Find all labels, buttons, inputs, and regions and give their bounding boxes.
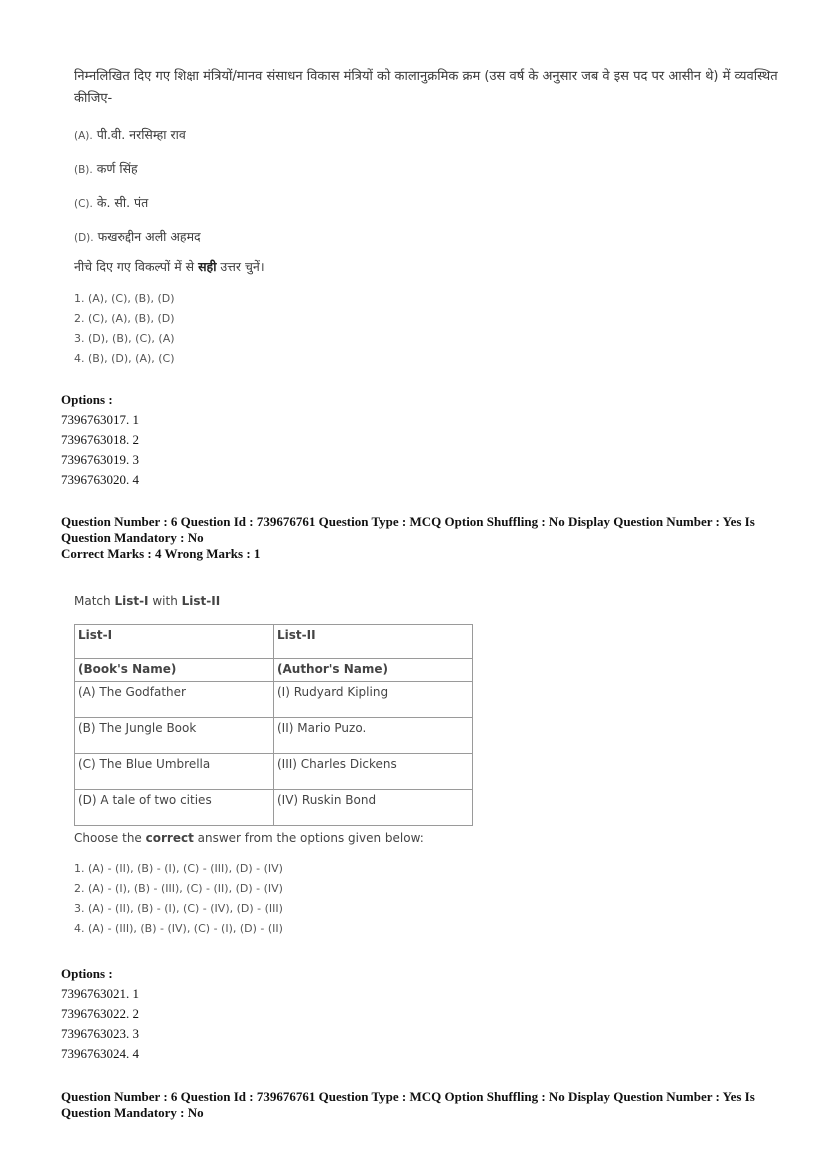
option-row: 7396763021. 1 bbox=[61, 986, 139, 1001]
options-heading: Options : bbox=[61, 392, 113, 407]
match-table bbox=[74, 624, 473, 826]
table-header-row bbox=[75, 625, 473, 659]
options-block-2 bbox=[61, 964, 139, 1064]
intro-emphasis: List-I bbox=[114, 594, 149, 608]
question-2-image bbox=[74, 594, 473, 939]
choice: 2. (C), (A), (B), (D) bbox=[74, 312, 175, 325]
choice: 3. (D), (B), (C), (A) bbox=[74, 332, 175, 345]
question-meta-line: Question Number : 6 Question Id : 739676761 Question Type : MCQ Option Shuffling : No Display Question Number : Yes Is Question Mandatory : No bbox=[61, 1089, 755, 1120]
table-row bbox=[75, 682, 473, 718]
question-2-choices bbox=[74, 859, 473, 939]
table-cell: (IV) Ruskin Bond bbox=[274, 790, 473, 826]
choice: 4. (A) - (III), (B) - (IV), (C) - (I), (D) - (II) bbox=[74, 922, 283, 935]
item-label: (D). bbox=[74, 232, 94, 244]
options-block-1 bbox=[61, 390, 139, 490]
choice: 1. (A) - (II), (B) - (I), (C) - (III), (D) - (IV) bbox=[74, 862, 283, 875]
table-header-cell: (Book's Name) bbox=[75, 659, 274, 682]
question-meta-1 bbox=[61, 514, 776, 562]
item-label: (B). bbox=[74, 164, 93, 176]
intro-text: Match bbox=[74, 594, 115, 608]
table-subheader-row bbox=[75, 659, 473, 682]
instruction-text: answer from the options given below: bbox=[193, 831, 424, 845]
table-row bbox=[75, 790, 473, 826]
option-row: 7396763024. 4 bbox=[61, 1046, 139, 1061]
item-text: पी.वी. नरसिम्हा राव bbox=[96, 127, 186, 142]
question-meta-line: Question Number : 6 Question Id : 739676761 Question Type : MCQ Option Shuffling : No Display Question Number : Yes Is Question Mandatory : No bbox=[61, 514, 755, 545]
choice: 3. (A) - (II), (B) - (I), (C) - (IV), (D) - (III) bbox=[74, 902, 283, 915]
option-row: 7396763017. 1 bbox=[61, 412, 139, 427]
option-row: 7396763020. 4 bbox=[61, 472, 139, 487]
question-1-stem: निम्नलिखित दिए गए शिक्षा मंत्रियों/मानव संसाधन विकास मंत्रियों को कालानुक्रमिक क्रम (उस वर्ष के अनुसार जब वे इस पद पर आसीन थे) में व्यवस्थित कीजिए- bbox=[74, 69, 778, 106]
table-cell: (III) Charles Dickens bbox=[274, 754, 473, 790]
item-text: के. सी. पंत bbox=[96, 195, 149, 210]
question-1-choices bbox=[74, 289, 784, 369]
option-row: 7396763022. 2 bbox=[61, 1006, 139, 1021]
question-2-instruction bbox=[74, 831, 473, 845]
table-cell: (C) The Blue Umbrella bbox=[75, 754, 274, 790]
question-1-item bbox=[74, 194, 784, 212]
question-meta-2 bbox=[61, 1089, 776, 1121]
instruction-text: उत्तर चुनें। bbox=[216, 259, 265, 274]
question-1-image bbox=[74, 66, 784, 369]
options-heading: Options : bbox=[61, 966, 113, 981]
table-row bbox=[75, 718, 473, 754]
table-cell: (II) Mario Puzo. bbox=[274, 718, 473, 754]
table-cell: (B) The Jungle Book bbox=[75, 718, 274, 754]
question-1-instruction bbox=[74, 258, 784, 275]
intro-text: with bbox=[148, 594, 182, 608]
table-row bbox=[75, 754, 473, 790]
table-cell: (A) The Godfather bbox=[75, 682, 274, 718]
question-2-intro bbox=[74, 594, 473, 614]
question-1-item bbox=[74, 160, 784, 178]
option-row: 7396763023. 3 bbox=[61, 1026, 139, 1041]
option-row: 7396763018. 2 bbox=[61, 432, 139, 447]
item-label: (C). bbox=[74, 198, 93, 210]
option-row: 7396763019. 3 bbox=[61, 452, 139, 467]
table-header-cell: List-II bbox=[274, 625, 473, 659]
item-label: (A). bbox=[74, 130, 93, 142]
question-1-item bbox=[74, 228, 784, 246]
marks-line: Correct Marks : 4 Wrong Marks : 1 bbox=[61, 546, 261, 561]
choice: 4. (B), (D), (A), (C) bbox=[74, 352, 175, 365]
table-header-cell: (Author's Name) bbox=[274, 659, 473, 682]
table-cell: (I) Rudyard Kipling bbox=[274, 682, 473, 718]
intro-emphasis: List-II bbox=[181, 594, 221, 608]
instruction-emphasis: सही bbox=[198, 259, 217, 274]
choice: 2. (A) - (I), (B) - (III), (C) - (II), (D) - (IV) bbox=[74, 882, 283, 895]
table-cell: (D) A tale of two cities bbox=[75, 790, 274, 826]
instruction-text: नीचे दिए गए विकल्पों में से bbox=[74, 259, 199, 274]
choice: 1. (A), (C), (B), (D) bbox=[74, 292, 175, 305]
table-header-cell: List-I bbox=[75, 625, 274, 659]
instruction-text: Choose the bbox=[74, 831, 146, 845]
question-1-item bbox=[74, 126, 784, 144]
instruction-emphasis: correct bbox=[145, 831, 194, 845]
item-text: फखरुद्दीन अली अहमद bbox=[97, 229, 201, 244]
item-text: कर्ण सिंह bbox=[96, 161, 138, 176]
